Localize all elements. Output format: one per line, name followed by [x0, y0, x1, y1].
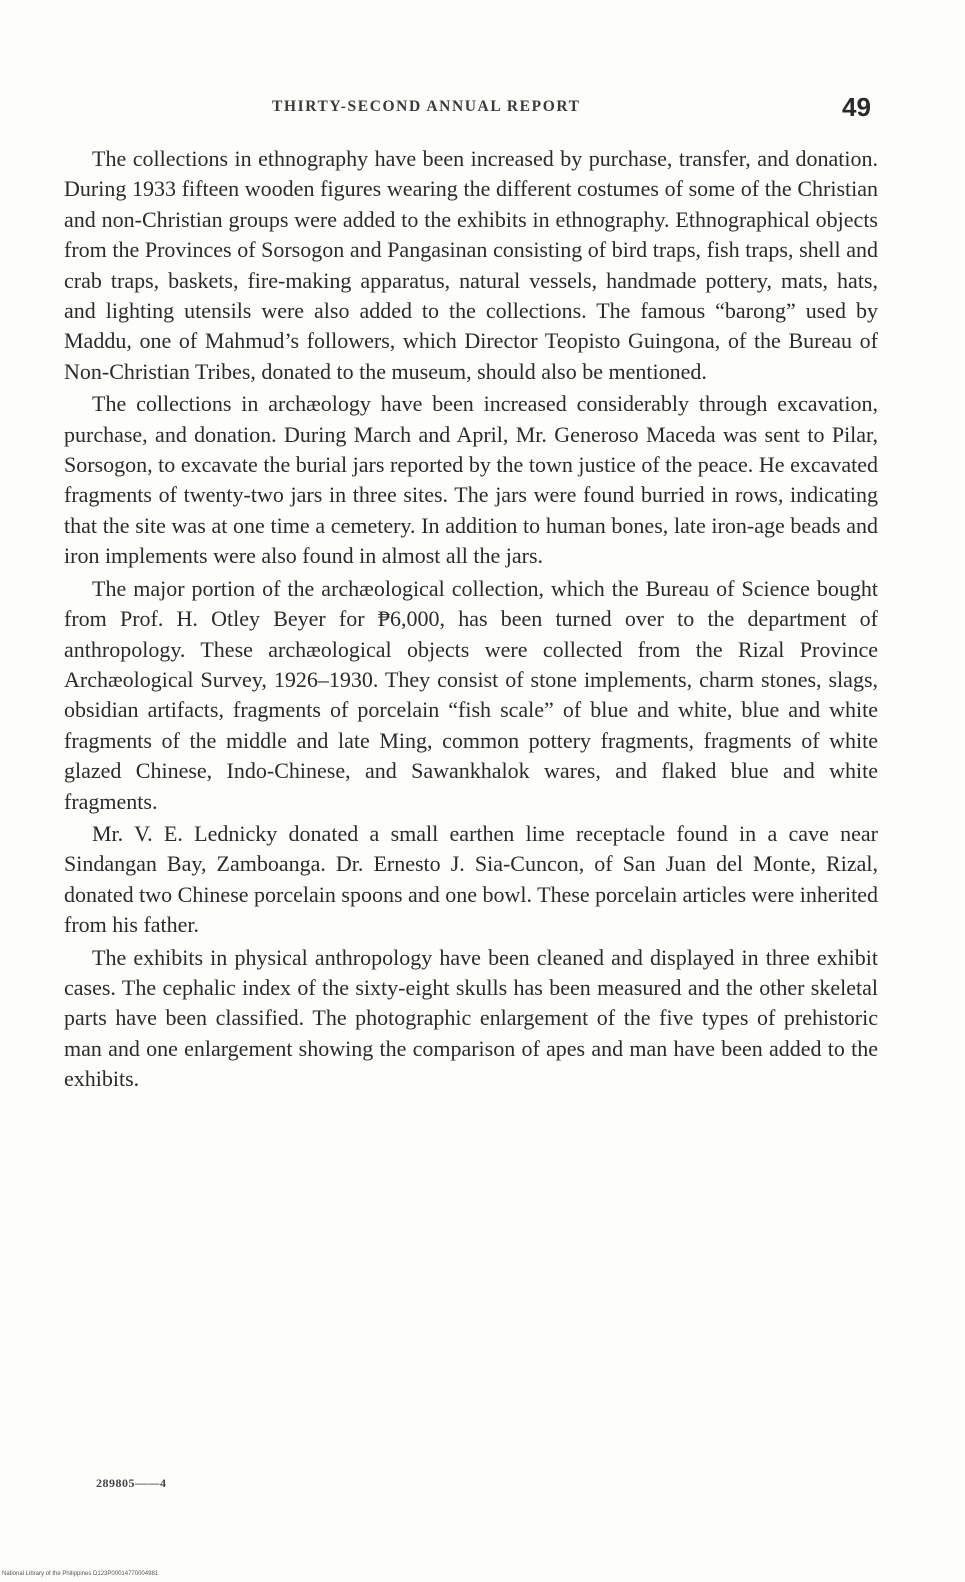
paragraph-ethnography: The collections in ethnography have been increased by purchase, transfer, and donation. During 1933 fifteen wooden figures wearing the different costumes of some of the Christian and non-Christian groups were added to the exhibits in ethnography. Ethnographical objects from the Provinces of Sorsogon and Pangasinan consisting of bird traps, fish traps, shell and crab traps, baskets, fire-making apparatus, natural vessels, handmade pottery, mats, hats, and lighting utensils were also added to the collections. The famous “barong” used by Maddu, one of Mahmud’s followers, which Director Teopisto Guingona, of the Bureau of Non-Christian Tribes, donated to the museum, should also be mentioned. [64, 146, 878, 384]
body-text [64, 144, 878, 1097]
running-head: THIRTY-SECOND ANNUAL REPORT [272, 98, 581, 115]
page-number: 49 [842, 92, 871, 122]
page-header [0, 92, 965, 126]
paragraph-donations: Mr. V. E. Lednicky donated a small earthen lime receptacle found in a cave near Sindangan Bay, Zamboanga. Dr. Ernesto J. Sia-Cuncon, of San Juan del Monte, Rizal, donated two Chinese porcelain spoons and one bowl. These porcelain articles were inherited from his father. [64, 820, 878, 938]
paragraph-archaeology: The collections in archæology have been increased considerably through excavation, purchase, and donation. During March and April, Mr. Generoso Maceda was sent to Pilar, Sorsogon, to excavate the burial jars reported by the town justice of the peace. He excavated fragments of twenty-two jars in three sites. The jars were found burried in rows, indicating that the site was at one time a cemetery. In addition to human bones, late iron-age beads and iron implements were also found in almost all the jars. [64, 391, 878, 569]
paragraph-physical-anthropology: The exhibits in physical anthropology have been cleaned and displayed in three exhibit cases. The cephalic index of the sixty-eight skulls has been measured and the other skeletal parts have been classified. The photographic enlargement of the five types of prehistoric man and one enlargement showing the comparison of apes and man have been added to the exhibits. [64, 944, 878, 1092]
printer-signature-mark: 289805——4 [96, 1476, 167, 1490]
paragraph-archaeological-collection: The major portion of the archæological collection, which the Bureau of Science bought from Prof. H. Otley Beyer for ₱6,000, has been turned over to the department of anthropology. These archæological objects were collected from the Rizal Province Archæological Survey, 1926–1930. They consist of stone implements, charm stones, slags, obsidian artifacts, fragments of porcelain “fish scale” of blue and white, blue and white fragments of the middle and late Ming, common pottery fragments, fragments of white glazed Chinese, Indo-Chinese, and Sawankhalok wares, and flaked blue and white fragments. [64, 575, 878, 814]
footer-credit: National Library of the Philippines D123P00014770004981 [2, 1571, 159, 1577]
